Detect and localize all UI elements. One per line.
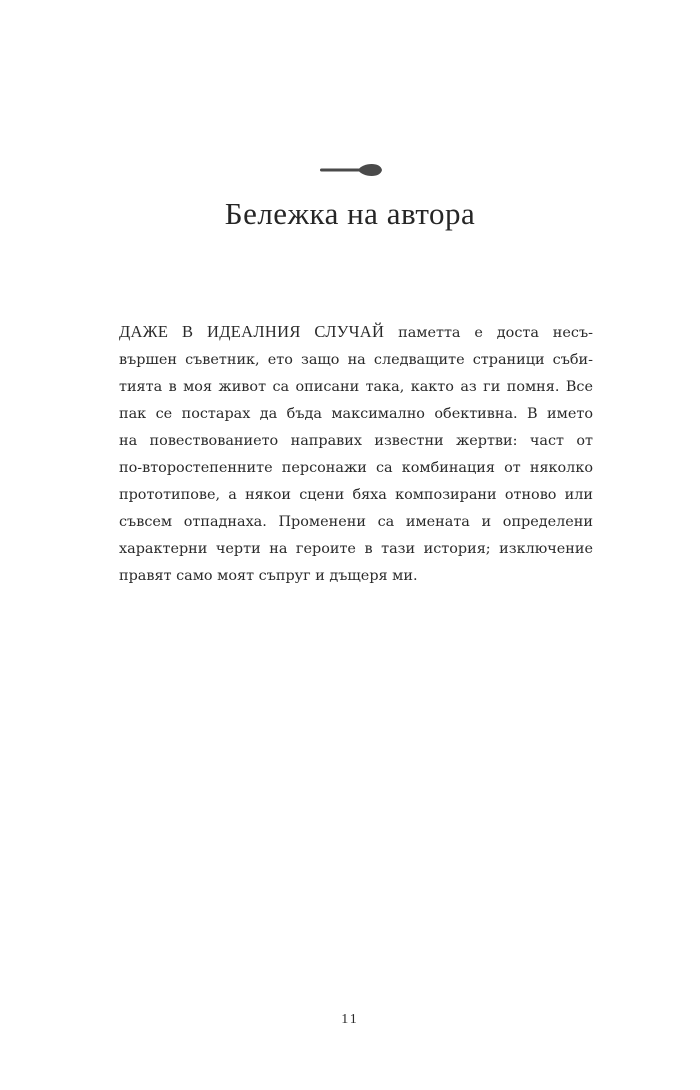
line-6: по-второстепенните персонажи са комбинация от няколко [119,460,593,476]
page-number: 11 [341,1012,359,1027]
line-9: характерни черти на героите в тази история; изключение [119,541,593,557]
line-2: вършен съветник, ето защо на следващите страници съби- [119,352,593,368]
line-1: паметта е доста несъ- [384,325,593,341]
line-7: прототипове, а някои сцени бяха композирани отново или [119,487,593,503]
line-5: на повествованието направих известни жертви: част от [119,433,593,449]
chapter-title: Бележка на автора [224,196,476,231]
body-paragraph [119,318,593,590]
spoon-icon [320,160,384,180]
line-8: съвсем отпаднаха. Променени са имената и определени [119,514,593,530]
lead-caps: ДАЖЕ В ИДЕАЛНИЯ СЛУЧАЙ [119,322,385,341]
line-10: правят само моят съпруг и дъщеря ми. [119,568,418,584]
text-line [119,318,593,347]
line-4: пак се постарах да бъда максимално обективна. В името [119,406,593,422]
line-3: тията в моя живот са описани така, както аз ги помня. Все [119,379,593,395]
